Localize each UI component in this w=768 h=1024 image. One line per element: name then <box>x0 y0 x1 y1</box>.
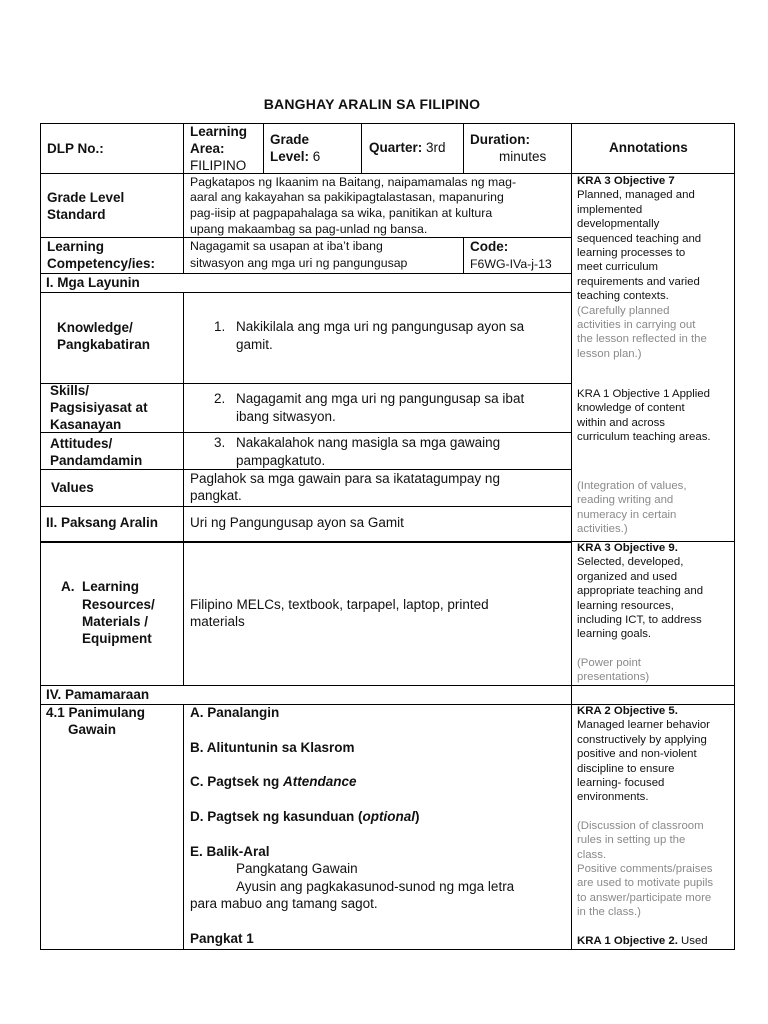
knowledge-label-2: Pangkabatiran <box>57 337 151 352</box>
annotation-1-line: meet curriculum <box>577 261 659 274</box>
values-text-2: pangkat. <box>190 488 242 503</box>
learning-area-value: FILIPINO <box>190 158 247 173</box>
annotation-1-line: teaching contexts. <box>577 290 669 303</box>
step-d-text: D. Pagtsek ng kasunduan ( <box>190 809 363 824</box>
document-title: BANGHAY ARALIN SA FILIPINO <box>263 96 481 112</box>
attitudes-text-1: Nakakalahok nang masigla sa mga gawaing <box>236 435 501 450</box>
annotation-2-line: curriculum teaching areas. <box>577 431 711 444</box>
layunin-label: I. Mga Layunin <box>46 275 140 290</box>
resources-label-3: Materials / <box>82 614 149 629</box>
annotation-3-line: appropriate teaching and <box>577 585 704 598</box>
panimula-label-1: 4.1 Panimulang <box>46 705 146 720</box>
values-label: Values <box>51 480 94 495</box>
annotation-4-note: rules in setting up the <box>577 834 686 847</box>
annotation-4-line: learning- focused <box>577 777 665 790</box>
resources-label-4: Equipment <box>82 631 152 646</box>
quarter-label: Quarter: <box>369 140 423 155</box>
annotation-1-line: Planned, managed and <box>577 189 695 202</box>
annotation-1-line: learning processes to <box>577 247 686 260</box>
skills-label-1: Skills/ <box>50 383 90 398</box>
lc-label-2: Competency/ies: <box>47 256 156 271</box>
grade-level-line-2 <box>270 148 320 165</box>
annotation-3-head: KRA 3 Objective 9. <box>577 542 678 554</box>
knowledge-text-2: gamit. <box>236 337 273 352</box>
annotation-4-note: class. <box>577 848 607 861</box>
quarter-value: 3rd <box>426 140 446 155</box>
annotation-4 <box>577 704 732 920</box>
annotation-1-note: (Carefully planned <box>577 304 670 317</box>
annotation-5-head: KRA 1 Objective 2. <box>577 935 678 947</box>
grade-level-label-1: Grade <box>270 132 310 147</box>
step-e-text-2: para mabuo ang tamang sagot. <box>190 896 378 911</box>
annotation-2-note: activities.) <box>577 523 628 536</box>
annotation-1-line: requirements and varied <box>577 275 700 288</box>
resources-text-1: Filipino MELCs, textbook, tarpapel, laptop, printed <box>190 597 489 612</box>
attitudes-label-2: Pandamdamin <box>50 453 143 468</box>
annotation-2-note: numeracy in certain <box>577 508 677 521</box>
attitudes-text-2: pampagkatuto. <box>236 453 326 468</box>
resources-text-2: materials <box>190 614 245 629</box>
step-c-text: C. Pagtsek ng <box>190 774 284 789</box>
annotation-2-note: (Integration of values, <box>577 480 687 492</box>
values-text-1: Paglahok sa mga gawain para sa ikatatagumpay ng <box>190 471 500 486</box>
annotation-5-tail: Used <box>677 935 708 947</box>
annotation-2-line: knowledge of content <box>577 402 685 415</box>
gls-text-3: pag-iisip at pagpapahalaga sa wika, panitikan at kultura <box>190 206 493 220</box>
annotation-4-line: Managed learner behavior <box>577 719 710 732</box>
annotation-1-line: implemented <box>577 203 643 216</box>
skills-label-3: Kasanayan <box>50 417 122 432</box>
lc-text-2: sitwasyon ang mga uri ng pangungusap <box>190 256 408 270</box>
annotation-3-line: including ICT, to address <box>577 614 702 627</box>
step-d <box>190 808 420 825</box>
annotations-header: Annotations <box>609 140 688 155</box>
resources-letter: A. <box>61 579 75 594</box>
pamamaraan-label: IV. Pamamaraan <box>46 687 150 702</box>
step-d-optional: optional <box>362 809 416 824</box>
annotation-1-note: lesson plan.) <box>577 347 642 360</box>
lc-text-1: Nagagamit sa usapan at iba’t ibang <box>190 239 383 253</box>
gls-label-2: Standard <box>47 207 106 222</box>
panimula-label-2: Gawain <box>68 722 117 737</box>
annotation-3-gap <box>577 642 732 656</box>
cell-panimula-label <box>40 704 184 950</box>
duration-value: minutes <box>499 149 547 164</box>
annotation-3-line: organized and used <box>577 570 678 583</box>
annotation-5 <box>577 934 732 948</box>
step-b: B. Alituntunin sa Klasrom <box>190 740 355 755</box>
paksa-label: II. Paksang Aralin <box>46 515 159 530</box>
annotation-2-notes <box>577 479 732 537</box>
annotation-4-note: to answer/participate more <box>577 891 712 904</box>
knowledge-number: 1. <box>214 319 226 334</box>
annotation-2-line: KRA 1 Objective 1 Applied <box>577 388 710 400</box>
code-value: F6WG-IVa-j-13 <box>470 257 552 271</box>
annotation-1 <box>577 174 732 361</box>
annotation-2-line: within and across <box>577 416 666 429</box>
step-e-text-1: Ayusin ang pagkakasunod-sunod ng mga letra <box>236 879 515 894</box>
pangkat-label: Pangkat 1 <box>190 931 254 946</box>
cell-ann-3 <box>571 685 735 705</box>
annotation-1-note: the lesson reflected in the <box>577 333 707 346</box>
step-e-sub: Pangkatang Gawain <box>236 861 358 876</box>
annotation-4-head: KRA 2 Objective 5. <box>577 705 678 717</box>
annotation-4-note: (Discussion of classroom <box>577 819 704 832</box>
gls-text-1: Pagkatapos ng Ikaanim na Baitang, naipamamalas ng mag- <box>190 175 517 189</box>
quarter-line <box>369 139 446 156</box>
learning-area-label-1: Learning <box>190 124 248 139</box>
duration-label: Duration: <box>470 132 530 147</box>
annotation-4-note: in the class.) <box>577 906 641 919</box>
step-c-attendance: Attendance <box>283 774 357 789</box>
resources-label-1: Learning <box>82 579 140 594</box>
code-label: Code: <box>470 239 509 254</box>
step-d-close: ) <box>415 809 420 824</box>
annotation-4-gap <box>577 805 732 819</box>
knowledge-text-1: Nakikilala ang mga uri ng pangungusap ayon sa <box>236 319 525 334</box>
resources-label-2: Resources/ <box>82 597 155 612</box>
knowledge-label-1: Knowledge/ <box>57 320 133 335</box>
annotation-1-note: activities in carrying out <box>577 319 696 332</box>
annotation-3-line: learning goals. <box>577 628 652 641</box>
attitudes-number: 3. <box>214 435 226 450</box>
annotation-3-line: learning resources, <box>577 599 674 612</box>
gls-text-4: upang makaambag sa pag-unlad ng bansa. <box>190 222 428 236</box>
annotation-4-note: are used to motivate pupils <box>577 877 714 890</box>
annotation-2 <box>577 387 732 445</box>
annotation-4-line: environments. <box>577 791 649 804</box>
dlp-label: DLP No.: <box>47 141 104 156</box>
annotation-1-line: sequenced teaching and <box>577 232 702 245</box>
annotation-1-head: KRA 3 Objective 7 <box>577 175 675 187</box>
annotation-2-note: reading writing and <box>577 494 674 507</box>
grade-level-label-2: Level: <box>270 149 310 164</box>
skills-number: 2. <box>214 391 226 406</box>
annotation-3 <box>577 541 732 685</box>
paksa-text: Uri ng Pangungusap ayon sa Gamit <box>190 515 404 530</box>
lc-label-1: Learning <box>47 239 105 254</box>
learning-area-label-2: Area: <box>190 141 225 156</box>
gls-label-1: Grade Level <box>47 190 125 205</box>
attitudes-label-1: Attitudes/ <box>50 436 113 451</box>
annotation-1-line: developmentally <box>577 218 660 231</box>
annotation-4-note: Positive comments/praises <box>577 863 713 876</box>
skills-text-1: Nagagamit ang mga uri ng pangungusap sa ibat <box>236 391 525 406</box>
skills-text-2: ibang sitwasyon. <box>236 409 336 424</box>
grade-level-value: 6 <box>312 149 321 164</box>
step-c <box>190 773 357 790</box>
annotation-3-note: (Power point <box>577 656 641 669</box>
annotation-3-note: presentations) <box>577 671 650 684</box>
step-a: A. Panalangin <box>190 705 280 720</box>
annotation-4-line: constructively by applying <box>577 733 707 746</box>
gls-text-2: aaral ang kakayahan sa pakikipagtalastasan, mapanuring <box>190 190 504 204</box>
annotation-4-line: discipline to ensure <box>577 762 675 775</box>
step-e: E. Balik-Aral <box>190 844 270 859</box>
skills-label-2: Pagsisiyasat at <box>50 400 148 415</box>
annotation-3-line: Selected, developed, <box>577 556 684 569</box>
annotation-4-line: positive and non-violent <box>577 748 697 761</box>
